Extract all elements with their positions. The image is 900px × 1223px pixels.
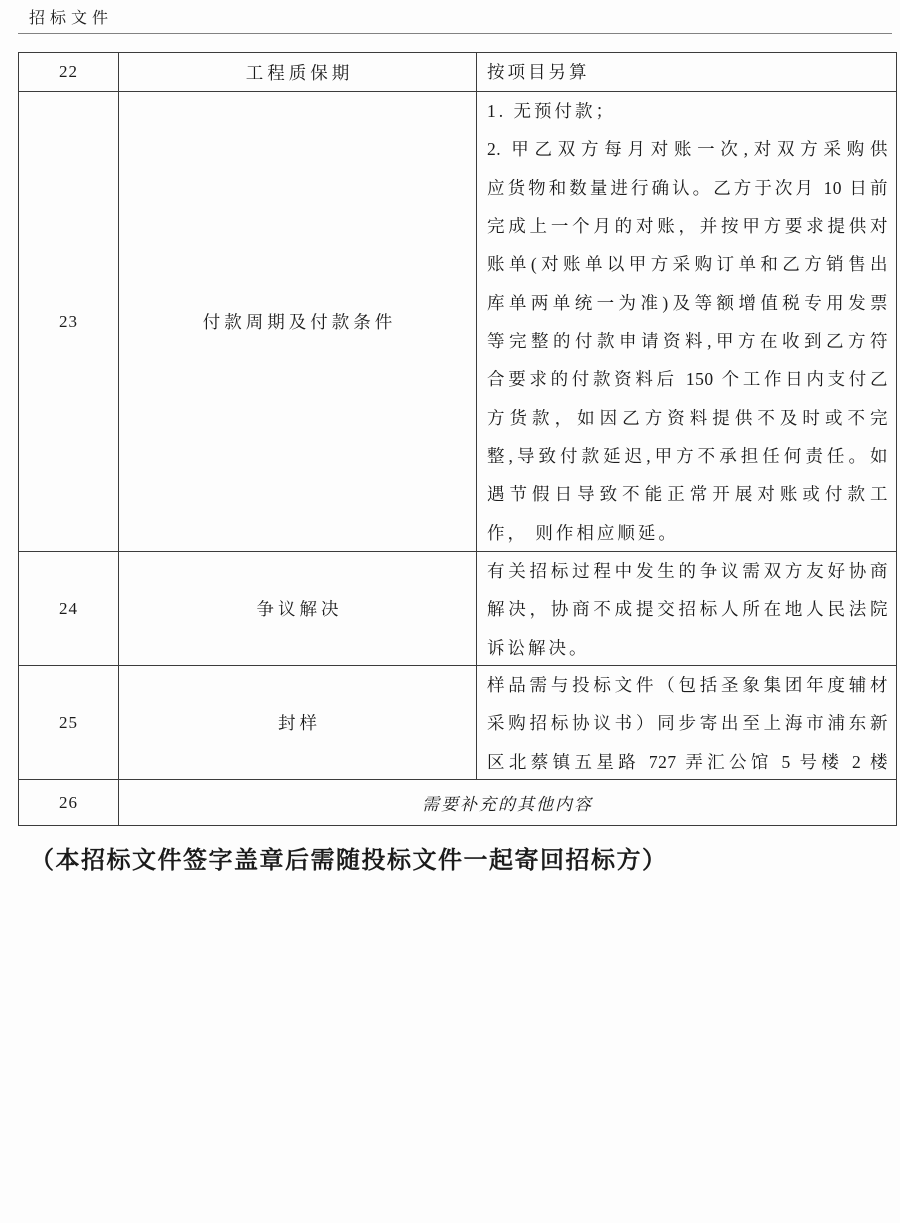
content-line: 2. 甲乙双方每月对账一次,对双方采购供 [487, 139, 888, 160]
content-line: 合要求的付款资料后 150 个工作日内支付乙 [487, 369, 888, 390]
row-content [477, 666, 896, 779]
table-row-26 [19, 779, 896, 825]
content-line: 采购招标协议书）同步寄出至上海市浦东新 [487, 713, 888, 734]
table-row-24 [19, 551, 896, 665]
row-content [477, 53, 896, 91]
bid-terms-table [18, 52, 897, 826]
row-number: 24 [19, 552, 119, 665]
row-content [477, 92, 896, 551]
row-number: 25 [19, 666, 119, 779]
content-line: 解决，协商不成提交招标人所在地人民法院 [487, 599, 888, 620]
merged-note-cell: 需要补充的其他内容 [422, 795, 593, 814]
content-line: 诉讼解决。 [487, 637, 590, 658]
row-label: 封样 [119, 666, 477, 779]
content-line: 库单两单统一为准)及等额增值税专用发票 [487, 292, 888, 313]
table-row-22 [19, 53, 896, 91]
row-number: 22 [19, 53, 119, 91]
page-title: 招标文件 [29, 10, 114, 27]
header-divider [18, 33, 892, 34]
content-line: 遇节假日导致不能正常开展对账或付款工 [487, 484, 888, 505]
row-label: 争议解决 [119, 552, 477, 665]
content-line: 账单(对账单以甲方采购订单和乙方销售出 [487, 254, 888, 275]
content-line: 完成上一个月的对账，并按甲方要求提供对 [487, 215, 888, 236]
content-line: 整,导致付款延迟,甲方不承担任何责任。如 [487, 445, 888, 466]
content-line: 有关招标过程中发生的争议需双方友好协商 [487, 561, 888, 581]
content-line: 等完整的付款申请资料,甲方在收到乙方符 [487, 330, 888, 351]
row-content [477, 552, 896, 665]
content-line: 方货款，如因乙方资料提供不及时或不完 [487, 407, 888, 428]
row-number: 26 [19, 780, 119, 825]
row-label: 付款周期及付款条件 [119, 92, 477, 551]
table-row-25 [19, 665, 896, 779]
content-line: 应货物和数量进行确认。乙方于次月 10 日前 [487, 177, 888, 198]
row-label: 工程质保期 [119, 53, 477, 91]
content-line: 按项目另算 [487, 62, 590, 82]
footer-note: （本招标文件签字盖章后需随投标文件一起寄回招标方） [30, 848, 668, 874]
content-line: 1. 无预付款； [487, 101, 616, 121]
table-row-23 [19, 91, 896, 551]
content-line: 区北蔡镇五星路 727 弄汇公馆 5 号楼 2 楼 [487, 751, 888, 772]
content-line: 样品需与投标文件（包括圣象集团年度辅材 [487, 675, 888, 695]
content-line: 作， 则作相应顺延。 [487, 522, 679, 543]
row-number: 23 [19, 92, 119, 551]
